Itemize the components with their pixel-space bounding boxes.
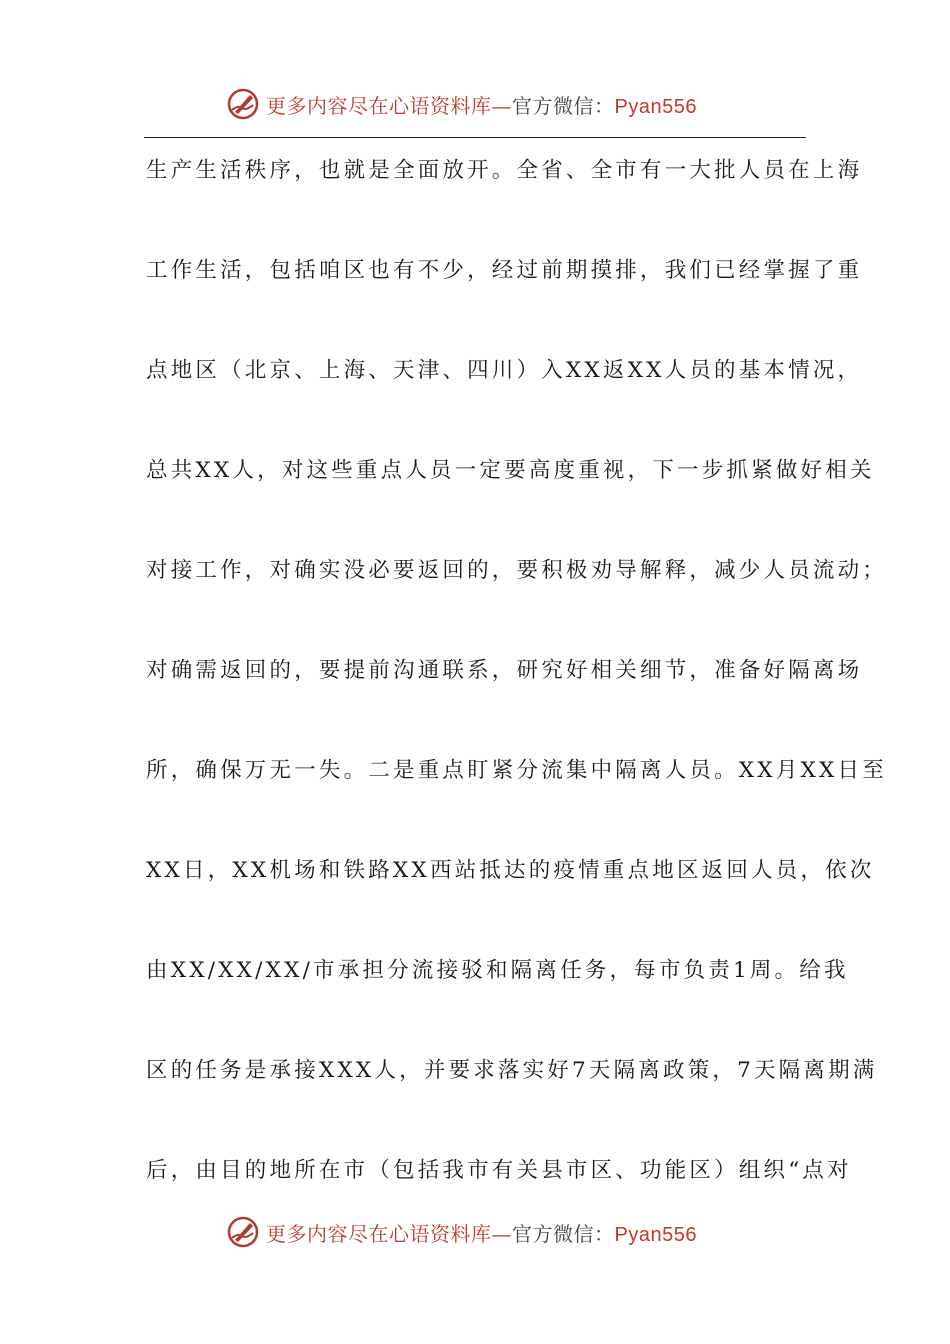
pen-circle-logo-icon: [226, 1215, 260, 1249]
body-line: 对接工作，对确实没必要返回的，要积极劝导解释，减少人员流动；: [146, 558, 888, 583]
header-title: 更多内容尽在心语资料库: [266, 93, 492, 118]
pen-circle-logo-icon: [226, 87, 260, 121]
body-line: 后，由目的地所在市（包括我市有关县市区、功能区）组织“点对: [146, 1158, 852, 1183]
footer-text: [266, 1218, 697, 1247]
header-banner: [0, 84, 950, 124]
body-line: 工作生活，包括咱区也有不少，经过前期摸排，我们已经掌握了重: [146, 258, 863, 283]
body-line: XX日，XX机场和铁路XX西站抵达的疫情重点地区返回人员，依次: [146, 858, 875, 883]
header-wechat-label: 官方微信：: [512, 93, 615, 118]
body-line: 由XX/XX/XX/市承担分流接驳和隔离任务，每市负责1周。给我: [146, 958, 849, 983]
header-wechat-id: Pyan556: [614, 95, 697, 118]
header-text: [266, 90, 697, 119]
body-line: 对确需返回的，要提前沟通联系，研究好相关细节，准备好隔离场: [146, 658, 863, 683]
footer-dash: —: [491, 1221, 512, 1246]
footer-wechat-id: Pyan556: [614, 1223, 697, 1246]
header-dash: —: [491, 93, 512, 118]
body-line: 点地区（北京、上海、天津、四川）入XX返XX人员的基本情况，: [146, 358, 863, 383]
body-line: 总共XX人，对这些重点人员一定要高度重视，下一步抓紧做好相关: [146, 458, 875, 483]
header-divider: [144, 137, 806, 138]
footer-title: 更多内容尽在心语资料库: [266, 1221, 492, 1246]
footer-wechat-label: 官方微信：: [512, 1221, 615, 1246]
document-body: [146, 150, 888, 1250]
footer-banner: [0, 1212, 950, 1252]
body-line: 所，确保万无一失。二是重点盯紧分流集中隔离人员。XX月XX日至: [146, 758, 887, 783]
body-line: 生产生活秩序，也就是全面放开。全省、全市有一大批人员在上海: [146, 158, 863, 183]
body-line: 区的任务是承接XXX人，并要求落实好7天隔离政策，7天隔离期满: [146, 1058, 878, 1083]
